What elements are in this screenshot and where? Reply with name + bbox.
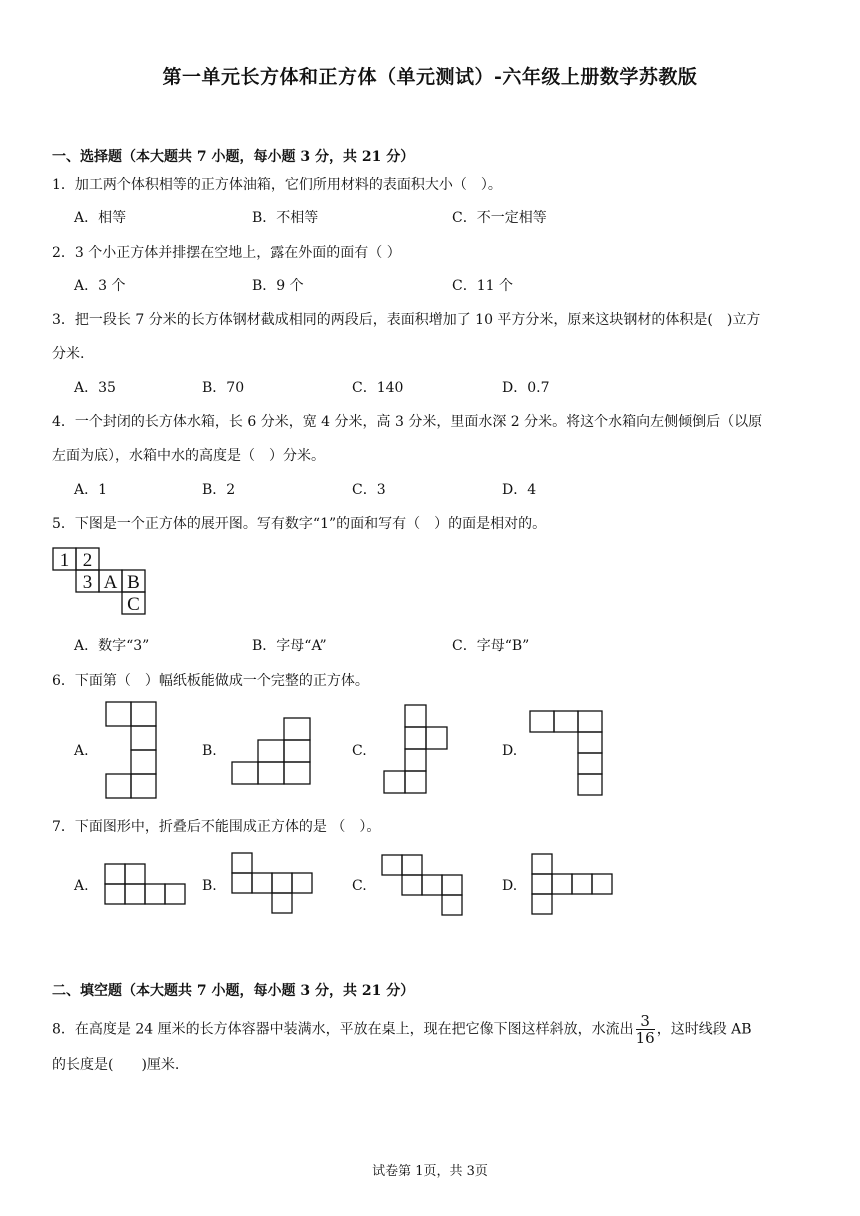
q6-net-b[interactable] — [230, 716, 314, 788]
q4-option-a[interactable]: A．1 — [74, 482, 108, 498]
q3-option-d[interactable]: D．0.7 — [502, 380, 550, 396]
question-7: 7．下面图形中，折叠后不能围成正方体的是 （ ）。 — [52, 819, 381, 835]
q4-option-b[interactable]: B．2 — [202, 482, 236, 498]
q3-option-b[interactable]: B．70 — [202, 380, 245, 396]
q2-option-c[interactable]: C．11 个 — [452, 278, 513, 294]
question-2: 2．3 个小正方体并排摆在空地上，露在外面的面有（ ） — [52, 245, 401, 261]
q7-net-a[interactable] — [103, 862, 189, 908]
q6-net-c[interactable] — [383, 703, 453, 797]
q7-label-d[interactable]: D. — [502, 878, 518, 894]
q7-label-c[interactable]: C. — [352, 878, 367, 894]
section-2-heading: 二、填空题（本大题共 7 小题，每小题 3 分，共 21 分） — [52, 983, 415, 999]
q7-net-d[interactable] — [530, 852, 618, 918]
q1-option-c[interactable]: C．不一定相等 — [452, 210, 547, 226]
question-4-line-1: 4．一个封闭的长方体水箱，长 6 分米，宽 4 分米，高 3 分米，里面水深 2 分米。将这个水箱向左侧倾倒后（以原 — [52, 414, 763, 430]
net-label-c: C — [127, 594, 140, 615]
section-1-heading: 一、选择题（本大题共 7 小题，每小题 3 分，共 21 分） — [52, 149, 415, 165]
q4-option-c[interactable]: C．3 — [352, 482, 386, 498]
q1-option-a[interactable]: A．相等 — [74, 210, 127, 226]
question-8-line-2: 的长度是( )厘米. — [52, 1057, 180, 1073]
q2-option-b[interactable]: B．9 个 — [252, 278, 304, 294]
q8-text-start: 8．在高度是 24 厘米的长方体容器中装满水，平放在桌上，现在把它像下图这样斜放，水流出 — [52, 1021, 634, 1038]
net-label-2: 2 — [82, 550, 93, 571]
q5-option-a[interactable]: A．数字“3” — [74, 638, 150, 654]
q7-label-a[interactable]: A. — [74, 878, 89, 894]
net-label-1: 1 — [59, 550, 70, 571]
cube-net-figure — [52, 547, 152, 617]
q7-net-b[interactable] — [230, 851, 316, 917]
q2-option-a[interactable]: A．3 个 — [74, 278, 126, 294]
question-1: 1．加工两个体积相等的正方体油箱，它们所用材料的表面积大小（ ）。 — [52, 177, 502, 193]
q7-label-b[interactable]: B. — [202, 878, 217, 894]
q8-text-end: ，这时线段 AB — [656, 1021, 752, 1038]
q5-option-c[interactable]: C．字母“B” — [452, 638, 530, 654]
q6-net-d[interactable] — [528, 709, 606, 799]
q7-net-c[interactable] — [380, 853, 466, 919]
q5-option-b[interactable]: B．字母“A” — [252, 638, 327, 654]
net-label-a: A — [103, 572, 118, 593]
q8-fraction-denominator: 16 — [635, 1029, 655, 1047]
question-3-line-1: 3．把一段长 7 分米的长方体钢材截成相同的两段后，表面积增加了 10 平方分米，原来这块钢材的体积是( )立方 — [52, 312, 761, 328]
net-label-b: B — [127, 572, 140, 593]
q6-label-a[interactable]: A. — [74, 743, 89, 759]
question-3-line-2: 分米. — [52, 346, 85, 362]
q6-label-b[interactable]: B. — [202, 743, 217, 759]
q1-option-b[interactable]: B．不相等 — [252, 210, 319, 226]
q4-option-d[interactable]: D．4 — [502, 482, 537, 498]
q3-option-c[interactable]: C．140 — [352, 380, 404, 396]
q6-label-c[interactable]: C. — [352, 743, 367, 759]
net-label-3: 3 — [82, 572, 93, 593]
question-4-line-2: 左面为底），水箱中水的高度是（ ）分米。 — [52, 448, 325, 464]
q6-net-a[interactable] — [104, 700, 160, 802]
q8-fraction-numerator: 3 — [636, 1013, 655, 1030]
page-title: 第一单元长方体和正方体（单元测试）-六年级上册数学苏教版 — [162, 66, 698, 88]
question-5: 5．下图是一个正方体的展开图。写有数字“1”的面和写有（ ）的面是相对的。 — [52, 516, 547, 532]
q8-fraction — [636, 1013, 655, 1046]
q6-label-d[interactable]: D. — [502, 743, 518, 759]
q3-option-a[interactable]: A．35 — [74, 380, 116, 396]
page-footer: 试卷第 1页，共 3页 — [372, 1164, 488, 1179]
question-6: 6．下面第（ ）幅纸板能做成一个完整的正方体。 — [52, 673, 369, 689]
question-8-line-1 — [52, 1013, 752, 1046]
